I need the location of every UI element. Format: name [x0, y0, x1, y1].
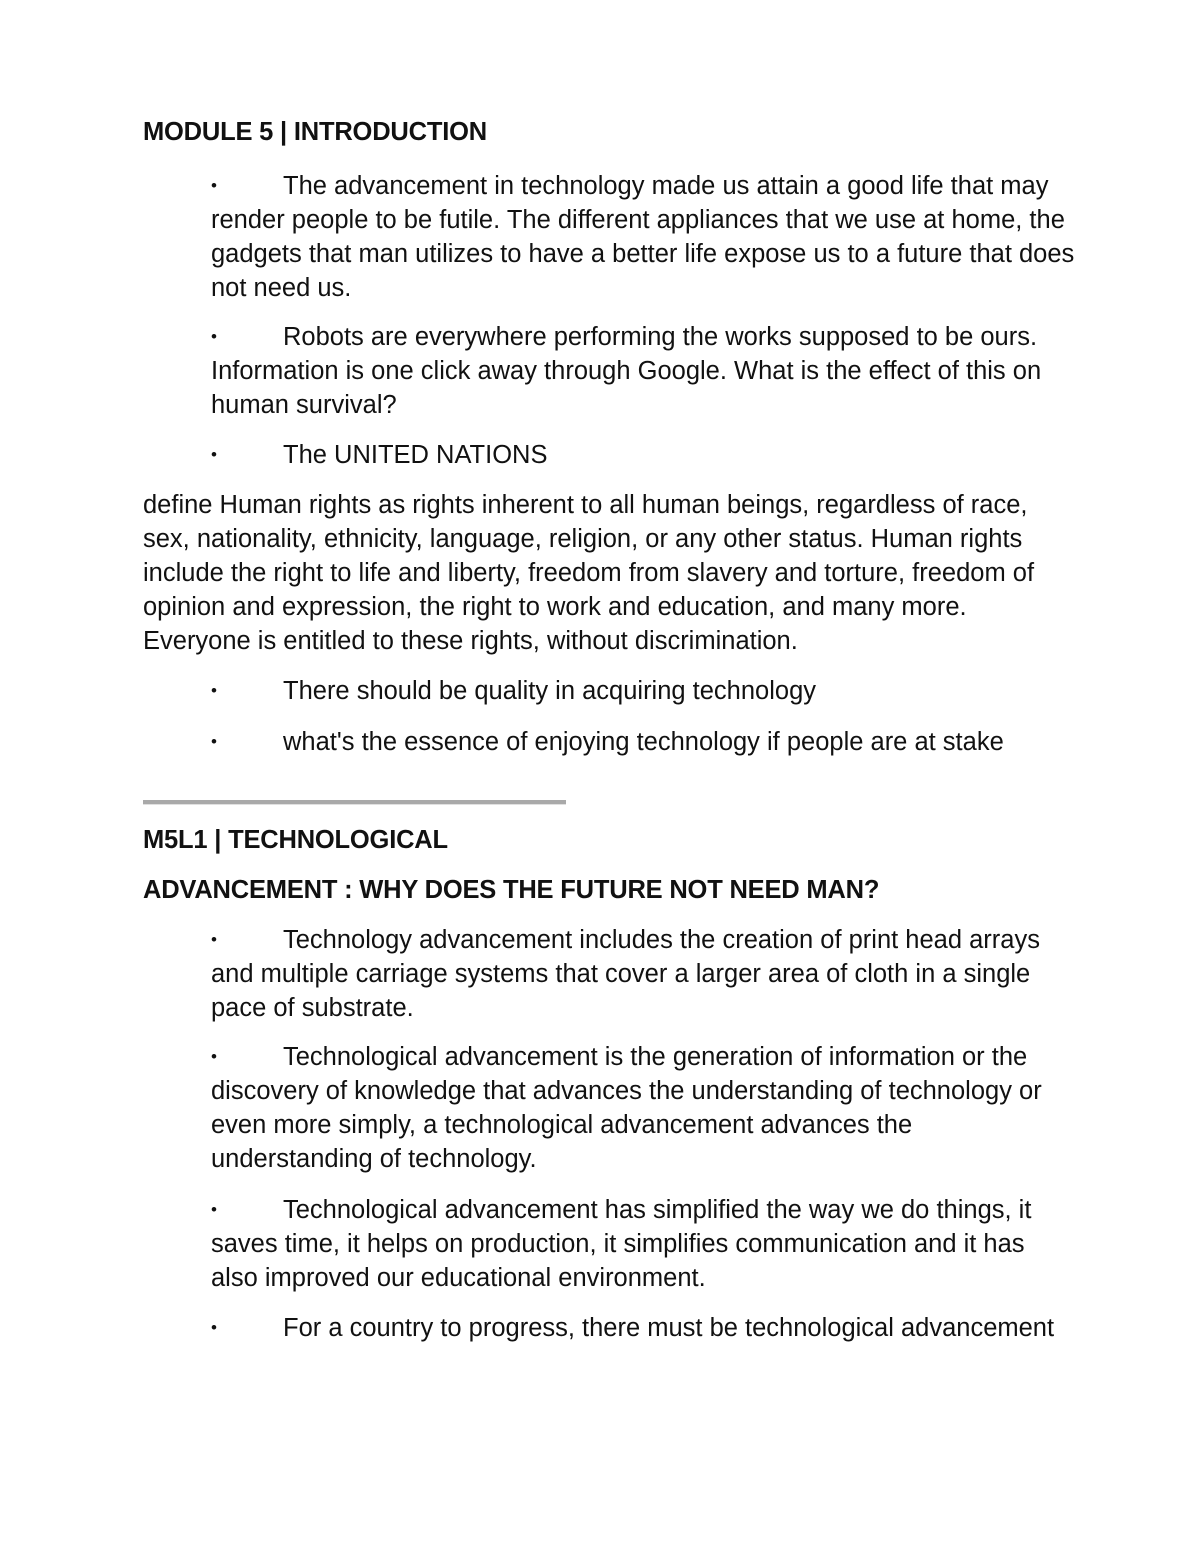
bullet-icon: •: [211, 445, 217, 464]
bullet-text: Technological advancement is the generation of information or the discovery of knowledge that advances the understanding of technology or even more simply, a technological advancement advances the understanding of technology.: [211, 1043, 1042, 1173]
bullet-icon: •: [211, 681, 217, 700]
bullet-text: Technology advancement includes the creation of print head arrays and multiple carriage systems that cover a larger area of cloth in a single pace of substrate.: [211, 926, 1040, 1022]
bullet-text: There should be quality in acquiring technology: [283, 677, 817, 705]
quality-bullet-2: [211, 725, 1091, 759]
quality-bullet-1: [211, 674, 1091, 708]
bullet-icon: •: [211, 930, 217, 949]
bullet-text: The UNITED NATIONS: [283, 441, 548, 469]
bullet-icon: •: [211, 732, 217, 751]
lesson-heading-line1: M5L1 | TECHNOLOGICAL: [143, 826, 448, 854]
intro-bullet-3: [211, 438, 1091, 472]
bullet-icon: •: [211, 176, 217, 195]
bullet-text: what's the essence of enjoying technology if people are at stake: [283, 728, 1004, 756]
lesson-heading-line2: ADVANCEMENT : WHY DOES THE FUTURE NOT NEED MAN?: [143, 876, 880, 904]
module-heading: MODULE 5 | INTRODUCTION: [143, 118, 487, 146]
bullet-icon: •: [211, 1318, 217, 1337]
bullet-text: The advancement in technology made us attain a good life that may render people to be futile. The different appliances that we use at home, the gadgets that man utilizes to have a better life expose us to a future that does not need us.: [211, 172, 1075, 302]
lesson-bullet-1: [211, 923, 1071, 1025]
lesson-bullet-3: [211, 1193, 1071, 1295]
bullet-icon: •: [211, 1200, 217, 1219]
bullet-text: Robots are everywhere performing the works supposed to be ours. Information is one click away through Google. What is the effect of this on human survival?: [211, 323, 1042, 419]
section-divider: [143, 800, 566, 805]
lesson-bullet-2: [211, 1040, 1071, 1176]
intro-bullet-1: [211, 169, 1081, 305]
un-paragraph: define Human rights as rights inherent to all human beings, regardless of race, sex, nationality, ethnicity, language, religion, or any other status. Human rights include the right to life and liberty, freedom from slavery and torture, freedom of opinion and expression, the right to work and education, and many more. Everyone is entitled to these rights, without discrimination.: [143, 491, 1035, 655]
bullet-icon: •: [211, 1047, 217, 1066]
bullet-text: For a country to progress, there must be technological advancement: [283, 1314, 1055, 1342]
bullet-icon: •: [211, 327, 217, 346]
lesson-bullet-4: [211, 1311, 1071, 1345]
intro-bullet-2: [211, 320, 1071, 422]
bullet-text: Technological advancement has simplified the way we do things, it saves time, it helps on production, it simplifies communication and it has also improved our educational environment.: [211, 1196, 1032, 1292]
